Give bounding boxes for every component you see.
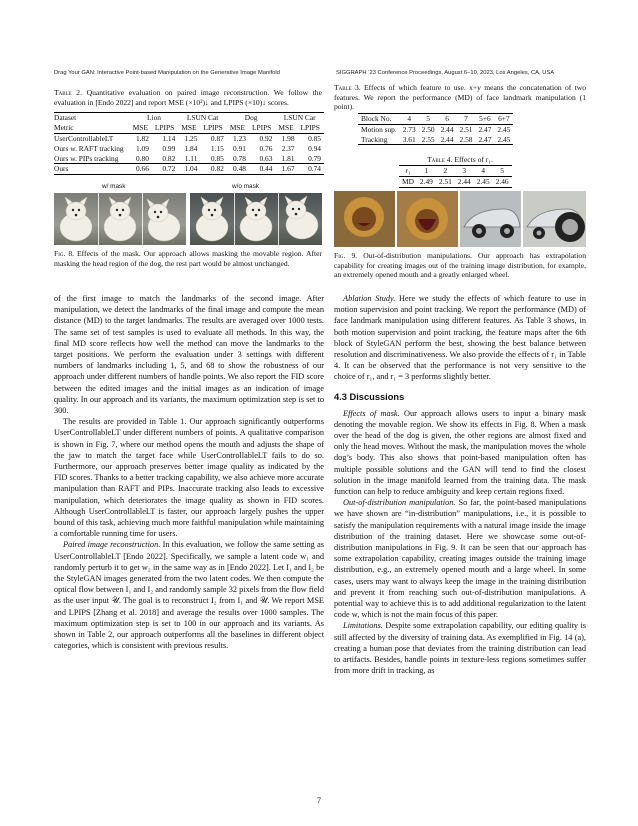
table4-cell: 2.44 <box>457 177 471 187</box>
fig8-caption: Fig. 8. Effects of the mask. Our approach allows masking the movable region. After masking the head region of the dog, the rest part would be almost unchanged. <box>54 249 322 268</box>
table2-cell: 0.99 <box>162 143 176 153</box>
table4-header-cell: 4 <box>481 166 486 176</box>
table2-row-name: Ours <box>54 164 69 174</box>
table3-row-name: Motion sup. <box>361 125 397 135</box>
running-header-right: SIGGRAPH ’23 Conference Proceedings, August 6–10, 2023, Los Angeles, CA, USA <box>336 70 555 76</box>
table2-metric: MSE <box>278 123 294 133</box>
table2-metric: LPIPS <box>300 123 320 133</box>
table2-cell: 1.81 <box>281 153 295 163</box>
table2-cell: 0.44 <box>259 164 273 174</box>
table2-cell: 0.66 <box>135 164 149 174</box>
paragraph: of the first image to match the landmarks of the second image. After manipulation, we detect the landmarks of the final image and compute the mean distance (MD) to the target landmarks. The results are averaged over 1000 tests. The same set of test samples is used to evaluate all methods. In this way, the final MD score reflects how well the method can move the landmarks to the target positions. We perform the evaluation under 3 settings with different numbers of landmarks including 1, 5, and 68 to show the robustness of our approach under different numbers of handle points. We also report the FID score between the edited images and the initial images as an indication of image quality. In our approach and its variants, the maximum optimization step is set to 300. <box>54 294 324 416</box>
table3-cell: 2.58 <box>459 134 473 144</box>
table3-header-cell: 6+7 <box>498 114 510 124</box>
table2-group: LSUN Car <box>283 113 316 123</box>
table3-cell: 2.45 <box>497 125 511 135</box>
table2-cell: 0.94 <box>308 143 321 153</box>
table2-metric: LPIPS <box>251 123 272 133</box>
table3-row-name: Tracking <box>361 134 388 144</box>
table3-cell: 2.55 <box>421 134 435 144</box>
paragraph: The results are provided in Table 1. Our approach significantly outperforms UserControllableLT under different numbers of points. A qualitative comparison is shown in Fig. 7, where our method opens the mouth and adjusts the shape of the jaw to match the target face while UserControllableLT fails to do so. Furthermore, our approach preserves better image quality as indicated by the FID scores. Thanks to a better tracking capability, we also achieve more accurate manipulation than RAFT and PIPs. Inaccurate tracking also leads to excessive manipulation, which deteriorates the image quality as shown in FID scores. Although UserControllableLT is faster, our approach largely pushes the upper bound of this task, achieving much more faithful manipulation while maintaining a comfortable running time for users. <box>54 417 324 539</box>
paragraph-lead: Limitations. <box>343 621 383 631</box>
table2-cell: 0.91 <box>233 143 246 153</box>
paragraph-lead: Ablation Study. <box>343 294 396 303</box>
table3-header-cell: Block No. <box>361 114 392 124</box>
table4-cell: 2.45 <box>476 177 490 187</box>
table2-cell: 1.84 <box>184 143 198 153</box>
table2-cell: 0.48 <box>233 164 246 174</box>
paragraph: Effects of mask. Our approach allows users to input a binary mask denoting the movable region. We show its effects in Fig. 8. When a mask over the head of the dog is given, the other regions are almost fixed and only the head moves. Without the mask, the manipulation moves the whole dog’s body. This also shows that point-based manipulation often has multiple possible solutions and the GAN will tend to find the closest solution in the image manifold learned from the training data. The mask function can help to reduce ambiguity and keep certain regions fixed. <box>334 408 586 497</box>
table2 <box>54 112 324 175</box>
section-heading: 4.3 Discussions <box>334 391 405 402</box>
table4-cell: 2.51 <box>438 177 452 187</box>
paragraph-lead: Out-of-distribution manipulation. <box>343 498 456 508</box>
paragraph: Out-of-distribution manipulation. So far, the point-based manipulations we have shown are “in-distribution” manipulations, i.e., it is possible to satisfy the manipulation requirements with a natural image inside the image distribution of the training dataset. Here we showcase some out-of-distribution manipulations in Fig. 9. It can be seen that our approach has some extrapolation capability, creating images outside the training image distribution, e.g., an extremely opened mouth and a large wheel. In some cases, users may want to always keep the image in the training distribution and prevent it from reaching such out-of-distribution manipulations. A potential way to achieve this is to add additional regularization to the latent code w, which is not the main focus of this paper. <box>334 498 586 620</box>
table2-group: LSUN Cat <box>186 113 219 123</box>
table3-header-cell: 6 <box>445 114 449 124</box>
table2-cell: 0.72 <box>162 164 176 174</box>
left-column <box>54 293 324 652</box>
table4-header-cell: 2 <box>443 166 448 176</box>
table2-cell: 0.76 <box>259 143 273 153</box>
table4 <box>399 165 512 188</box>
running-header-left: Drag Your GAN: Interactive Point-based Manipulation on the Generative Image Manifold <box>54 70 280 76</box>
table4-header-cell: 1 <box>424 166 429 176</box>
table2-cell: 0.82 <box>162 153 176 163</box>
table3-cell: 2.47 <box>478 125 492 135</box>
table2-cell: 0.85 <box>308 133 321 143</box>
table3-header-cell: 5+6 <box>479 114 491 124</box>
table2-cell: 0.79 <box>308 153 321 163</box>
table2-cell: 0.85 <box>210 153 224 163</box>
table2-row-name: Ours w. PIPs tracking <box>54 153 119 163</box>
fig9-caption: Fig. 9. Out-of-distribution manipulations. Our approach has extrapolation capability for creating images out of the training image distribution, for example, an extremely opened mouth and a greatly enlarged wheel. <box>334 251 586 280</box>
paragraph: Paired image reconstruction. In this evaluation, we follow the same setting as UserControllableLT [Endo 2022]. Specifically, we sample a latent code w₁ and randomly perturb it to get w₂ in the same way as in [Endo 2022]. Let I₁ and I₂ be the StyleGAN images generated from the two latent codes. We then compute the optical flow between I₁ and I₂ and randomly sample 32 pixels from the flow field as the user input 𝒰. The goal is to reconstruct I₂ from I₁ and 𝒰. We report MSE and LPIPS [Zhang et al. 2018] and average the results over 1000 samples. The maximum optimization step is set to 100 in our approach and its variants. As shown in Table 2, our approach outperforms all the baselines in different object categories, which is consistent with previous results. <box>54 540 324 651</box>
table3-cell: 2.47 <box>478 134 492 144</box>
table2-caption: Table 2. Quantitative evaluation on paired image reconstruction. We follow the evaluation in [Endo 2022] and report MSE (×10²)↓ and LPIPS (×10)↓ scores. <box>54 88 322 107</box>
table2-cell: 1.25 <box>184 133 198 143</box>
table2-cell: 1.23 <box>233 133 246 143</box>
table2-row-name: UserControllableLT <box>54 133 114 143</box>
table2-cell: 1.11 <box>184 153 198 163</box>
fig8-dog-panels <box>54 193 322 245</box>
fig8-label-left: w/ mask <box>102 183 126 190</box>
fig9-panels <box>334 191 586 247</box>
table4-header-cell: 3 <box>462 166 467 176</box>
paragraph: Ablation Study. Here we study the effects of which feature to use in motion supervision and point tracking. We report the performance (MD) of face landmark manipulation using different features. As Table 3 shows, in both motion supervision and point tracking, the feature maps after the 6th block of StyleGAN perform the best, showing the best balance between resolution and discriminativeness. We also provide the effects of r₁ in Table 4. It can be observed that the performance is not very sensitive to the choice of r₁, and r₁ = 3 performs slightly better. <box>334 294 587 382</box>
table2-metric: MSE <box>181 123 197 133</box>
table4-header-cell: 5 <box>500 166 504 176</box>
paragraph-lead: Paired image reconstruction. <box>63 540 161 550</box>
table4-row-name: MD <box>402 177 414 187</box>
right-column <box>334 293 586 677</box>
table2-cell: 0.63 <box>259 153 273 163</box>
fig8-image <box>54 193 322 245</box>
table2-cell: 0.80 <box>135 153 149 163</box>
table2-metric: LPIPS <box>154 123 175 133</box>
table2-metric: MSE <box>229 123 246 133</box>
table2-cell: 1.67 <box>281 164 295 174</box>
table2-cell: 0.74 <box>308 164 321 174</box>
table3-cell: 3.61 <box>402 134 416 144</box>
table3 <box>358 113 513 145</box>
table2-cell: 1.82 <box>135 133 149 143</box>
table2-cell: 2.37 <box>281 143 295 153</box>
table2-group: Dog <box>244 113 258 123</box>
page-number: 7 <box>317 796 321 805</box>
table2-cell: 1.04 <box>184 164 198 174</box>
table3-cell: 2.51 <box>459 125 473 135</box>
paragraph-lead: Effects of mask. <box>343 408 400 418</box>
fig9-image <box>334 191 586 247</box>
table4-cell: 2.49 <box>419 177 433 187</box>
table2-cell: 1.14 <box>162 133 176 143</box>
paragraph: Limitations. Despite some extrapolation capability, our editing quality is still affected by the diversity of training data. As exemplified in Fig. 14 (a), creating a human pose that deviates from the training distribution can lead to artifacts. Besides, handle points in texture-less regions sometimes suffer from more drift in tracking, as <box>334 621 586 676</box>
table2-cell: 0.92 <box>259 133 273 143</box>
table3-cell: 2.44 <box>440 134 454 144</box>
table3-header-cell: 7 <box>464 114 468 124</box>
table3-header-cell: 5 <box>426 114 430 124</box>
table2-cell: 0.87 <box>210 133 224 143</box>
table2-group: Lion <box>147 113 162 123</box>
table2-metric-label: Metric <box>54 123 74 133</box>
table3-cell: 2.44 <box>440 125 454 135</box>
table2-cell: 0.78 <box>233 153 246 163</box>
table3-cell: 2.50 <box>421 125 435 135</box>
table4-cell: 2.46 <box>495 177 509 187</box>
table3-caption: Table 3. Effects of which feature to use. x+y means the concatenation of two features. We report the performance (MD) of face landmark manipulation (1 point). <box>334 83 587 112</box>
table3-header-cell: 4 <box>407 114 412 124</box>
table2-cell: 0.82 <box>210 164 224 174</box>
table3-cell: 2.73 <box>402 125 416 135</box>
table4-header-cell: r₁ <box>405 166 411 176</box>
table2-metric: MSE <box>132 123 148 133</box>
table2-cell: 1.09 <box>135 143 149 153</box>
table2-cell: 1.98 <box>281 133 295 143</box>
table2-metric: LPIPS <box>203 123 223 133</box>
table2-row-name: Ours w. RAFT tracking <box>54 143 124 153</box>
fig8-label-right: w/o mask <box>232 183 259 190</box>
table2-dataset-label: Dataset <box>54 113 77 123</box>
table4-caption: Table 4. Effects of r₁. <box>427 155 493 164</box>
table3-cell: 2.45 <box>497 134 511 144</box>
table2-cell: 1.15 <box>210 143 224 153</box>
